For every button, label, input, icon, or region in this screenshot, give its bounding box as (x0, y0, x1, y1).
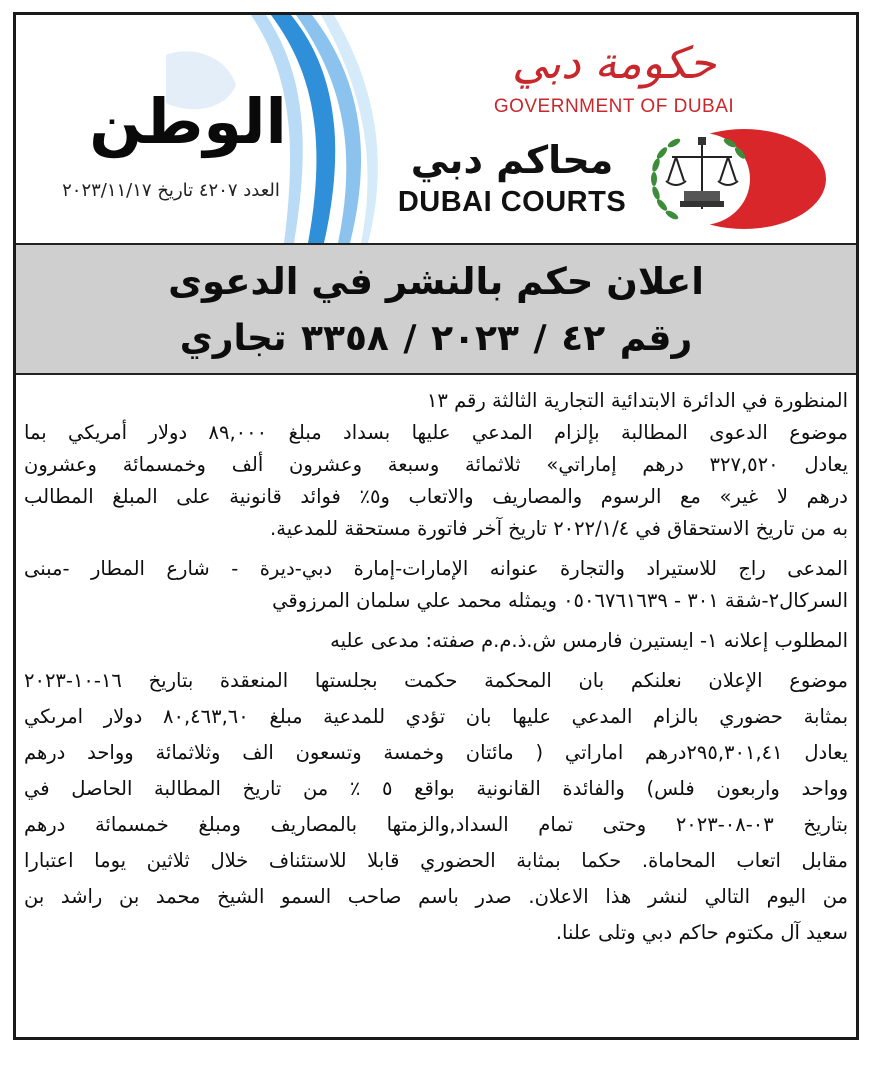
newspaper-logo: الوطن (89, 85, 287, 158)
case-number: رقم ٤٢ / ٢٠٢٣ / ٣٣٥٨ تجاري (179, 318, 693, 359)
body-line: موضوع الدعوى المطالبة بإلزام المدعي عليها بسداد مبلغ ٨٩,٠٠٠ دولار أمريكي بما (24, 421, 848, 444)
legal-notice-clipping (13, 12, 859, 1040)
body-line: من اليوم التالي لنشر هذا الاعلان. صدر باسم صاحب السمو الشيخ محمد بن راشد بن (24, 885, 848, 908)
body-line: به من تاريخ الاستحقاق في ٢٠٢٢/١/٤ تاريخ آخر فاتورة مستحقة للمدعية. (270, 517, 848, 540)
government-logo-english: GOVERNMENT OF DUBAI (493, 96, 735, 117)
courts-name-english: DUBAI COURTS (397, 186, 627, 218)
body-line: موضوع الإعلان نعلنكم بان المحكمة حكمت بجلستها المنعقدة بتاريخ ١٦-١٠-٢٠٢٣ (24, 669, 848, 692)
government-logo-arabic: حكومة دبي (512, 38, 716, 89)
issue-number-date: العدد ٤٢٠٧ تاريخ ٢٠٢٣/١١/١٧ (62, 180, 280, 201)
notice-header (16, 15, 856, 243)
body-line: سعيد آل مكتوم حاكم دبي وتلى علنا. (555, 921, 848, 944)
courts-name-arabic: محاكم دبي (410, 138, 614, 182)
body-line: وواحد واربعون فلس) والفائدة القانونية بواقع ٥ ٪ من تاريخ المطالبة الحاصل في (24, 777, 848, 800)
body-line: يعادل ٢٩٥,٣٠١,٤١درهم اماراتي ( مائتان وخمسة وتسعون الف وثلاثمائة وواحد درهم (24, 741, 849, 764)
notice-title-band (16, 243, 856, 375)
body-line: المنظورة في الدائرة الابتدائية التجارية الثالثة رقم ١٣ (426, 389, 848, 412)
body-line: بتاريخ ٠٣-٠٨-٢٠٢٣ وحتى تمام السداد,والزمتها بالمصاريف ومبلغ خمسمائة درهم (24, 813, 848, 836)
body-line: درهم لا غير» مع الرسوم والمصاريف والاتعاب و٥٪ فوائد قانونية على المبلغ المطالب (24, 485, 848, 508)
body-line: السركال٢-شقة ٣٠١ - ٠٥٠٦٧٦١٦٣٩ ويمثله محمد علي سلمان المرزوقي (272, 589, 848, 612)
body-line: المطلوب إعلانه ١- ايستيرن فارمس ش.ذ.م.م صفته: مدعى عليه (330, 629, 848, 652)
notice-title: اعلان حكم بالنشر في الدعوى (168, 260, 704, 303)
body-line: مقابل اتعاب المحاماة. حكما بمثابة الحضوري قابلا للاستئناف خلال ثلاثين يوما اعتبارا (24, 849, 848, 872)
body-line: يعادل ٣٢٧,٥٢٠ درهم إماراتي» ثلاثمائة وسبعة وعشرون ألف وخمسمائة وعشرون (24, 453, 848, 476)
notice-body (24, 379, 848, 1035)
body-line: بمثابة حضوري بالزام المدعي عليها بان تؤدي للمدعية مبلغ ٨٠,٤٦٣,٦٠ دولار امرىكي (24, 705, 848, 728)
dubai-courts-emblem-icon (632, 123, 832, 235)
body-line: المدعى راج للاستيراد والتجارة عنوانه الإمارات-إمارة دبي-ديرة - شارع المطار -مبنى (24, 557, 848, 580)
